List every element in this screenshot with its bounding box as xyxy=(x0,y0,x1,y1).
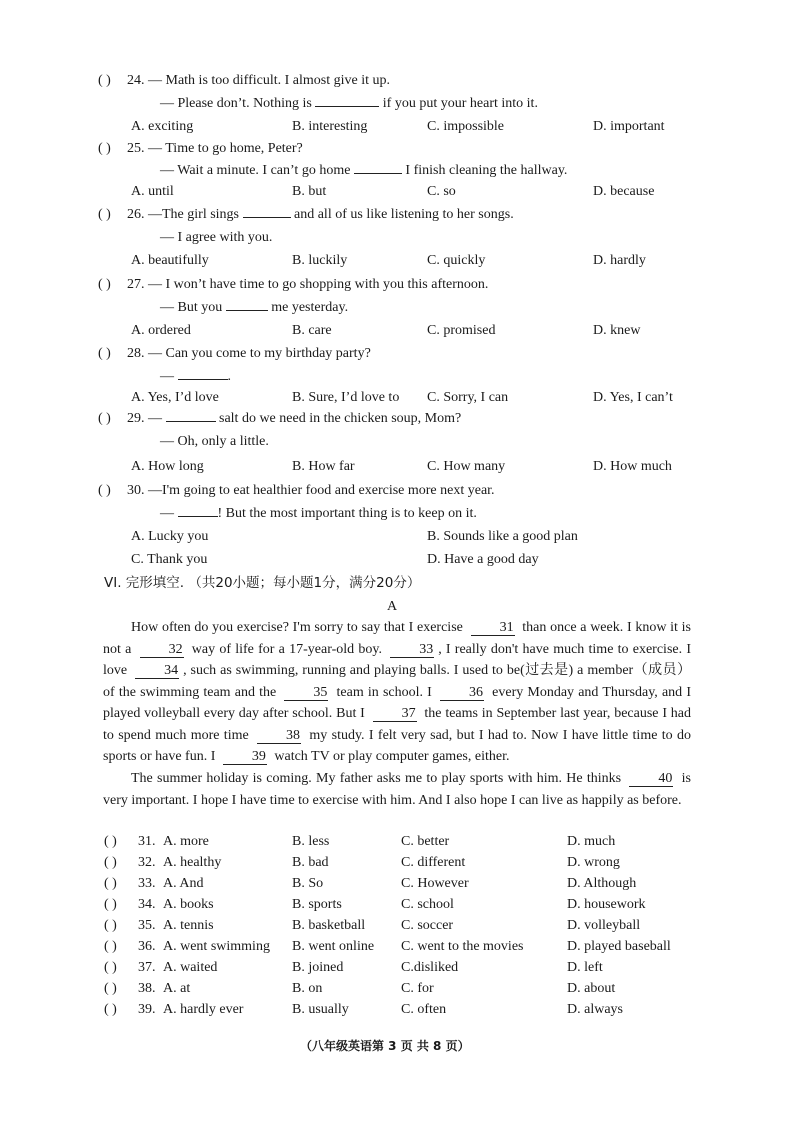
cloze-number: 36. xyxy=(138,939,156,954)
question-text: — Time to go home, Peter? xyxy=(148,141,303,156)
question-text: — I won’t have time to go shopping with you this afternoon. xyxy=(148,277,489,292)
option-b: B. but xyxy=(292,184,327,199)
answer-blank[interactable] xyxy=(178,379,228,380)
cloze-number: 32. xyxy=(138,855,156,870)
cloze-blank[interactable]: 36 xyxy=(440,685,484,701)
option-a: A. beautifully xyxy=(131,253,209,268)
question-line-1 xyxy=(127,206,514,224)
passage-text: every Monday and Thursday, and I played volleyball every day after school. But I xyxy=(103,684,691,721)
option-c: C. promised xyxy=(427,323,496,338)
question-line-1 xyxy=(127,276,488,294)
cloze-option-c: C. school xyxy=(401,897,454,912)
question-text: — xyxy=(160,369,174,384)
answer-paren: ( ) xyxy=(98,483,111,498)
cloze-option-a: A. tennis xyxy=(163,918,214,933)
question-text: — Wait a minute. I can’t go home xyxy=(160,163,351,178)
question-number: 25. xyxy=(127,141,145,156)
question-line-2 xyxy=(160,505,477,523)
cloze-option-d: D. housework xyxy=(567,897,646,912)
question-text: if you put your heart into it. xyxy=(382,96,538,111)
question-line-1 xyxy=(127,410,461,428)
cloze-number: 38. xyxy=(138,981,156,996)
answer-paren: ( ) xyxy=(98,346,111,361)
option-a: A. exciting xyxy=(131,119,194,134)
option-c: C. How many xyxy=(427,459,506,474)
question-text: — Please don’t. Nothing is xyxy=(160,96,312,111)
question-text: salt do we need in the chicken soup, Mom? xyxy=(219,411,462,426)
passage-text: watch TV or play computer games, either. xyxy=(270,749,510,764)
option-d: D. knew xyxy=(593,323,641,338)
cloze-option-c: C. However xyxy=(401,876,469,891)
cloze-blank[interactable]: 35 xyxy=(284,685,328,701)
cloze-option-c: C. soccer xyxy=(401,918,454,933)
cloze-option-d: D. Although xyxy=(567,876,637,891)
answer-paren: ( ) xyxy=(98,411,111,426)
answer-blank[interactable] xyxy=(354,173,402,174)
option-a: A. Lucky you xyxy=(131,529,209,544)
cloze-option-b: B. basketball xyxy=(292,918,366,933)
question-text: . xyxy=(227,369,231,384)
question-number: 28. xyxy=(127,346,145,361)
cloze-option-a: A. went swimming xyxy=(163,939,270,954)
answer-paren: ( ) xyxy=(104,1002,117,1017)
cloze-option-a: A. more xyxy=(163,834,209,849)
cloze-number: 37. xyxy=(138,960,156,975)
option-c: C. so xyxy=(427,184,456,199)
option-a: A. until xyxy=(131,184,174,199)
question-line-1 xyxy=(127,72,390,90)
page-footer: （八年级英语第 3 页 共 8 页） xyxy=(300,1039,470,1053)
question-line-1 xyxy=(127,140,303,158)
cloze-option-c: C. for xyxy=(401,981,434,996)
cloze-blank[interactable]: 39 xyxy=(223,749,267,765)
cloze-option-b: B. So xyxy=(292,876,324,891)
question-line-1 xyxy=(127,345,371,363)
passage-text: , such as swimming, running and playing balls. I used to be(过去是) a member（成员）of the swimming team and the xyxy=(103,663,691,700)
passage-text: , I really don't have much time to exercise. I love xyxy=(103,641,692,678)
cloze-option-d: D. wrong xyxy=(567,855,620,870)
cloze-option-c: C. different xyxy=(401,855,466,870)
cloze-blank[interactable]: 38 xyxy=(257,728,301,744)
question-text: — xyxy=(148,411,162,426)
question-number: 26. xyxy=(127,207,145,222)
option-d: D. Have a good day xyxy=(427,552,539,567)
passage-text: How often do you exercise? I'm sorry to say that I exercise xyxy=(131,620,467,635)
passage-text: the teams in September last year, because I had to spend much more time xyxy=(103,706,691,743)
question-text: me yesterday. xyxy=(271,300,349,315)
option-d: D. How much xyxy=(593,459,672,474)
cloze-option-a: A. waited xyxy=(163,960,218,975)
passage-text: team in school. I xyxy=(332,684,436,700)
passage-text: The summer holiday is coming. My father asks me to play sports with him. He thinks xyxy=(131,771,626,786)
question-text: —The girl sings xyxy=(148,207,239,222)
cloze-option-d: D. volleyball xyxy=(567,918,641,933)
answer-blank[interactable] xyxy=(243,217,291,218)
cloze-option-c: C. better xyxy=(401,834,450,849)
question-number: 24. xyxy=(127,73,145,88)
option-c: C. quickly xyxy=(427,253,486,268)
passage-text: is very important. I hope I have time to exercise with him. And I also hope I can live as happily as before. xyxy=(103,771,691,808)
option-c: C. Thank you xyxy=(131,552,208,567)
cloze-option-d: D. played baseball xyxy=(567,939,671,954)
question-text: — But you xyxy=(160,300,223,315)
option-d: D. Yes, I can’t xyxy=(593,390,673,405)
cloze-number: 34. xyxy=(138,897,156,912)
question-number: 27. xyxy=(127,277,145,292)
cloze-option-b: B. joined xyxy=(292,960,344,975)
cloze-option-c: C. often xyxy=(401,1002,447,1017)
passage-text: my study. I felt very sad, but I had to. Now I have little time to do sports or have fun. I xyxy=(103,727,692,764)
question-number: 29. xyxy=(127,411,145,426)
cloze-blank[interactable]: 33 xyxy=(390,642,434,658)
passage-paragraph-1 xyxy=(103,617,691,767)
passage-text: way of life for a 17-year-old boy. xyxy=(187,641,387,657)
section-title: VI. 完形填空. （共20小题；每小题1分，满分20分） xyxy=(104,575,421,591)
question-line-1 xyxy=(127,482,495,500)
answer-paren: ( ) xyxy=(104,855,117,870)
cloze-option-b: B. usually xyxy=(292,1002,349,1017)
answer-paren: ( ) xyxy=(104,939,117,954)
option-b: B. interesting xyxy=(292,119,368,134)
cloze-number: 33. xyxy=(138,876,156,891)
cloze-blank[interactable]: 37 xyxy=(373,706,417,722)
cloze-option-a: A. And xyxy=(163,876,204,891)
answer-paren: ( ) xyxy=(98,73,111,88)
question-line-2 xyxy=(160,95,538,113)
answer-paren: ( ) xyxy=(98,207,111,222)
cloze-option-b: B. went online xyxy=(292,939,375,954)
cloze-option-b: B. bad xyxy=(292,855,329,870)
cloze-option-a: A. hardly ever xyxy=(163,1002,244,1017)
option-d: D. important xyxy=(593,119,665,134)
question-text: — Oh, only a little. xyxy=(160,434,269,449)
cloze-blank[interactable]: 31 xyxy=(471,620,515,636)
question-text: ! But the most important thing is to keep on it. xyxy=(217,506,477,521)
option-a: A. How long xyxy=(131,459,204,474)
answer-paren: ( ) xyxy=(104,834,117,849)
answer-blank[interactable] xyxy=(315,106,379,107)
question-text: I finish cleaning the hallway. xyxy=(405,163,568,178)
question-line-2 xyxy=(160,368,231,386)
cloze-option-b: B. sports xyxy=(292,897,342,912)
cloze-blank[interactable]: 32 xyxy=(140,642,184,658)
cloze-option-a: A. books xyxy=(163,897,214,912)
question-number: 30. xyxy=(127,483,145,498)
option-d: D. because xyxy=(593,184,655,199)
answer-blank[interactable] xyxy=(166,421,216,422)
answer-blank[interactable] xyxy=(178,516,218,517)
question-text: —I'm going to eat healthier food and exercise more next year. xyxy=(148,483,495,498)
cloze-blank[interactable]: 40 xyxy=(629,771,673,787)
option-b: B. How far xyxy=(292,459,355,474)
cloze-option-d: D. about xyxy=(567,981,616,996)
question-text: — Math is too difficult. I almost give it up. xyxy=(148,73,390,88)
option-b: B. care xyxy=(292,323,332,338)
option-b: B. Sure, I’d love to xyxy=(292,390,400,405)
option-b: B. Sounds like a good plan xyxy=(427,529,578,544)
option-a: A. Yes, I’d love xyxy=(131,390,219,405)
answer-paren: ( ) xyxy=(104,960,117,975)
cloze-option-b: B. on xyxy=(292,981,323,996)
cloze-option-d: D. left xyxy=(567,960,603,975)
cloze-number: 39. xyxy=(138,1002,156,1017)
answer-paren: ( ) xyxy=(104,981,117,996)
answer-paren: ( ) xyxy=(104,918,117,933)
question-line-2 xyxy=(160,162,567,180)
cloze-option-b: B. less xyxy=(292,834,330,849)
answer-paren: ( ) xyxy=(104,876,117,891)
answer-paren: ( ) xyxy=(104,897,117,912)
cloze-option-a: A. healthy xyxy=(163,855,222,870)
passage-paragraph-2 xyxy=(103,768,691,834)
cloze-option-a: A. at xyxy=(163,981,191,996)
option-b: B. luckily xyxy=(292,253,348,268)
question-line-2 xyxy=(160,299,348,317)
answer-paren: ( ) xyxy=(98,141,111,156)
question-line-2 xyxy=(160,229,272,247)
answer-blank[interactable] xyxy=(226,310,268,311)
cloze-option-c: C. went to the movies xyxy=(401,939,524,954)
question-text: and all of us like listening to her songs. xyxy=(294,207,514,222)
passage-text: than once a week. I know it is not a xyxy=(103,620,691,657)
cloze-option-c: C.disliked xyxy=(401,960,459,975)
option-d: D. hardly xyxy=(593,253,646,268)
passage-letter: A xyxy=(387,599,398,614)
option-a: A. ordered xyxy=(131,323,191,338)
question-text: — Can you come to my birthday party? xyxy=(148,346,371,361)
cloze-blank[interactable]: 34 xyxy=(135,663,179,679)
cloze-option-d: D. much xyxy=(567,834,616,849)
cloze-number: 35. xyxy=(138,918,156,933)
option-c: C. impossible xyxy=(427,119,505,134)
answer-paren: ( ) xyxy=(98,277,111,292)
cloze-option-d: D. always xyxy=(567,1002,623,1017)
question-text: — xyxy=(160,506,174,521)
option-c: C. Sorry, I can xyxy=(427,390,509,405)
question-line-2 xyxy=(160,433,269,451)
question-text: — I agree with you. xyxy=(160,230,273,245)
cloze-number: 31. xyxy=(138,834,156,849)
